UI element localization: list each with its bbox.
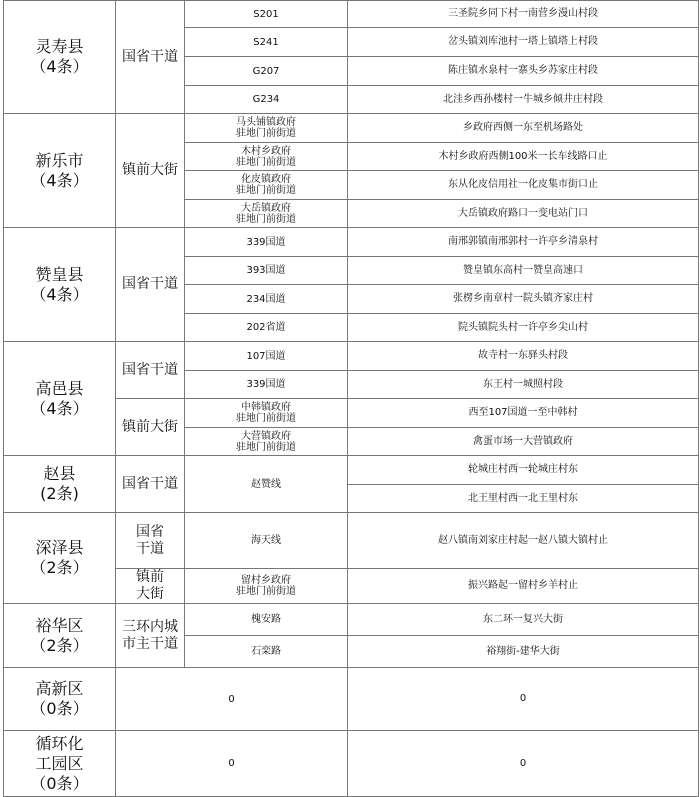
road-type-text: 国省干道 [122,48,178,65]
road-name: 107国道 [185,342,348,371]
road-name: S201 [185,1,348,28]
road-section: 三圣院乡同下村一南营乡漫山村段 [348,1,699,28]
road-section: 东王村一城照村段 [348,371,699,399]
road-type [116,114,185,228]
county-name-text: 新乐市 [35,150,84,170]
county-name-text: （0条） [30,773,89,793]
county-name-text: 赞皇县 [35,264,84,284]
road-type-text: 镇前 [136,569,164,585]
road-name: 大营镇政府 驻地门前街道 [185,428,348,456]
road-type [116,569,185,604]
road-section: 禽蛋市场一大营镇政府 [348,428,699,456]
road-section: 故寺村一东驿头村段 [348,342,699,371]
road-type [116,228,185,342]
table-row [4,114,699,143]
road-section: 轮城庄村西一轮城庄村东 [348,456,699,485]
road-section: 赵八镇南刘家庄村起一赵八镇大镇村止 [348,513,699,569]
county-name-text: 工园区 [35,753,84,773]
road-name: 化皮镇政府 驻地门前街道 [185,171,348,200]
road-type-text: 市主干道 [122,635,178,652]
county-name-text: （4条） [30,57,89,76]
road-name: 大岳镇政府 驻地门前街道 [185,200,348,228]
road-name-zero: 0 [116,668,348,731]
road-section: 赞皇镇东高村一赞皇高速口 [348,257,699,285]
road-type [116,342,185,399]
road-name: 339国道 [185,371,348,399]
road-section: 院头镇院头村一许亭乡尖山村 [348,314,699,342]
county-name-text: 赵县 [43,464,76,483]
county-name-text: 裕华区 [35,615,84,635]
road-type-text: 国省干道 [122,276,178,292]
county-name-text: 灵寿县 [35,37,84,56]
road-name: 202省道 [185,314,348,342]
road-section: 振兴路起一留村乡羊村止 [348,569,699,604]
road-name: G207 [185,57,348,86]
county-name [4,342,116,456]
road-type-text: 镇前大街 [122,418,178,435]
road-section: 乡政府西侧一东至机场路处 [348,114,699,143]
county-name [4,456,116,513]
road-section: 东二环一复兴大街 [348,604,699,636]
road-type [116,1,185,114]
county-name-text: 深泽县 [35,538,84,557]
county-name-text: （4条） [30,284,89,304]
road-section: 东从化皮信用社一化皮集市街口止 [348,171,699,200]
county-name-text: 循环化 [35,733,84,753]
road-section: 北王里村西一北王里村东 [348,485,699,513]
road-type [116,604,185,668]
county-name-text: (2条) [40,484,79,503]
county-name [4,604,116,668]
road-type-text: 国省干道 [122,361,178,378]
road-section: 岔头镇刘库池村一塔上镇塔上村段 [348,28,699,57]
county-name-text: （4条） [30,170,89,190]
county-name-text: （4条） [30,398,89,418]
road-type-text: 国省 [136,523,164,540]
county-name-text: （2条） [30,558,89,577]
county-name [4,513,116,604]
table-row [4,456,699,485]
county-name-text: 高邑县 [35,378,84,398]
road-type [116,513,185,569]
road-name: 393国道 [185,257,348,285]
county-name [4,1,116,114]
road-name: 留村乡政府 驻地门前街道 [185,569,348,604]
county-name [4,114,116,228]
road-section: 木村乡政府西侧100米一长车线路口止 [348,143,699,171]
road-name: 234国道 [185,285,348,314]
county-name [4,668,116,731]
road-name: S241 [185,28,348,57]
road-section-table [3,0,699,797]
table-row [4,1,699,28]
table-row [4,604,699,636]
county-name [4,228,116,342]
road-section: 大岳镇政府路口一变电站门口 [348,200,699,228]
road-name: 马头铺镇政府 驻地门前街道 [185,114,348,143]
road-section-zero: 0 [348,731,699,797]
county-name-text: （2条） [30,635,89,655]
road-type [116,456,185,513]
road-name: 赵赞线 [185,456,348,513]
road-name: 石栾路 [185,636,348,668]
road-section: 西至107国道一至中韩村 [348,399,699,428]
road-type-text: 干道 [136,540,164,557]
road-type-text: 三环内城 [122,618,178,635]
road-type-text: 国省干道 [122,475,178,492]
county-name-text: （0条） [30,699,89,718]
table-row [4,342,699,371]
road-name: 海天线 [185,513,348,569]
road-type-text: 镇前大街 [122,162,178,178]
road-name: 槐安路 [185,604,348,636]
table-row [4,228,699,257]
road-type-text: 大街 [136,586,164,602]
road-name: 339国道 [185,228,348,257]
table-row [4,513,699,569]
road-type [116,399,185,456]
road-section: 张楞乡南章村一院头镇齐家庄村 [348,285,699,314]
road-name: 木村乡政府 驻地门前街道 [185,143,348,171]
road-name: 中韩镇政府 驻地门前街道 [185,399,348,428]
county-name-text: 高新区 [35,679,84,698]
road-section: 陈庄镇水泉村一寨头乡苏家庄村段 [348,57,699,86]
table-row [4,668,699,731]
road-section: 南邢郭镇南邢郭村一许亭乡清泉村 [348,228,699,257]
road-section-zero: 0 [348,668,699,731]
road-name: G234 [185,86,348,114]
road-section: 北洼乡西孙楼村一牛城乡倾井庄村段 [348,86,699,114]
road-name-zero: 0 [116,731,348,797]
road-section: 裕翔街-建华大街 [348,636,699,668]
